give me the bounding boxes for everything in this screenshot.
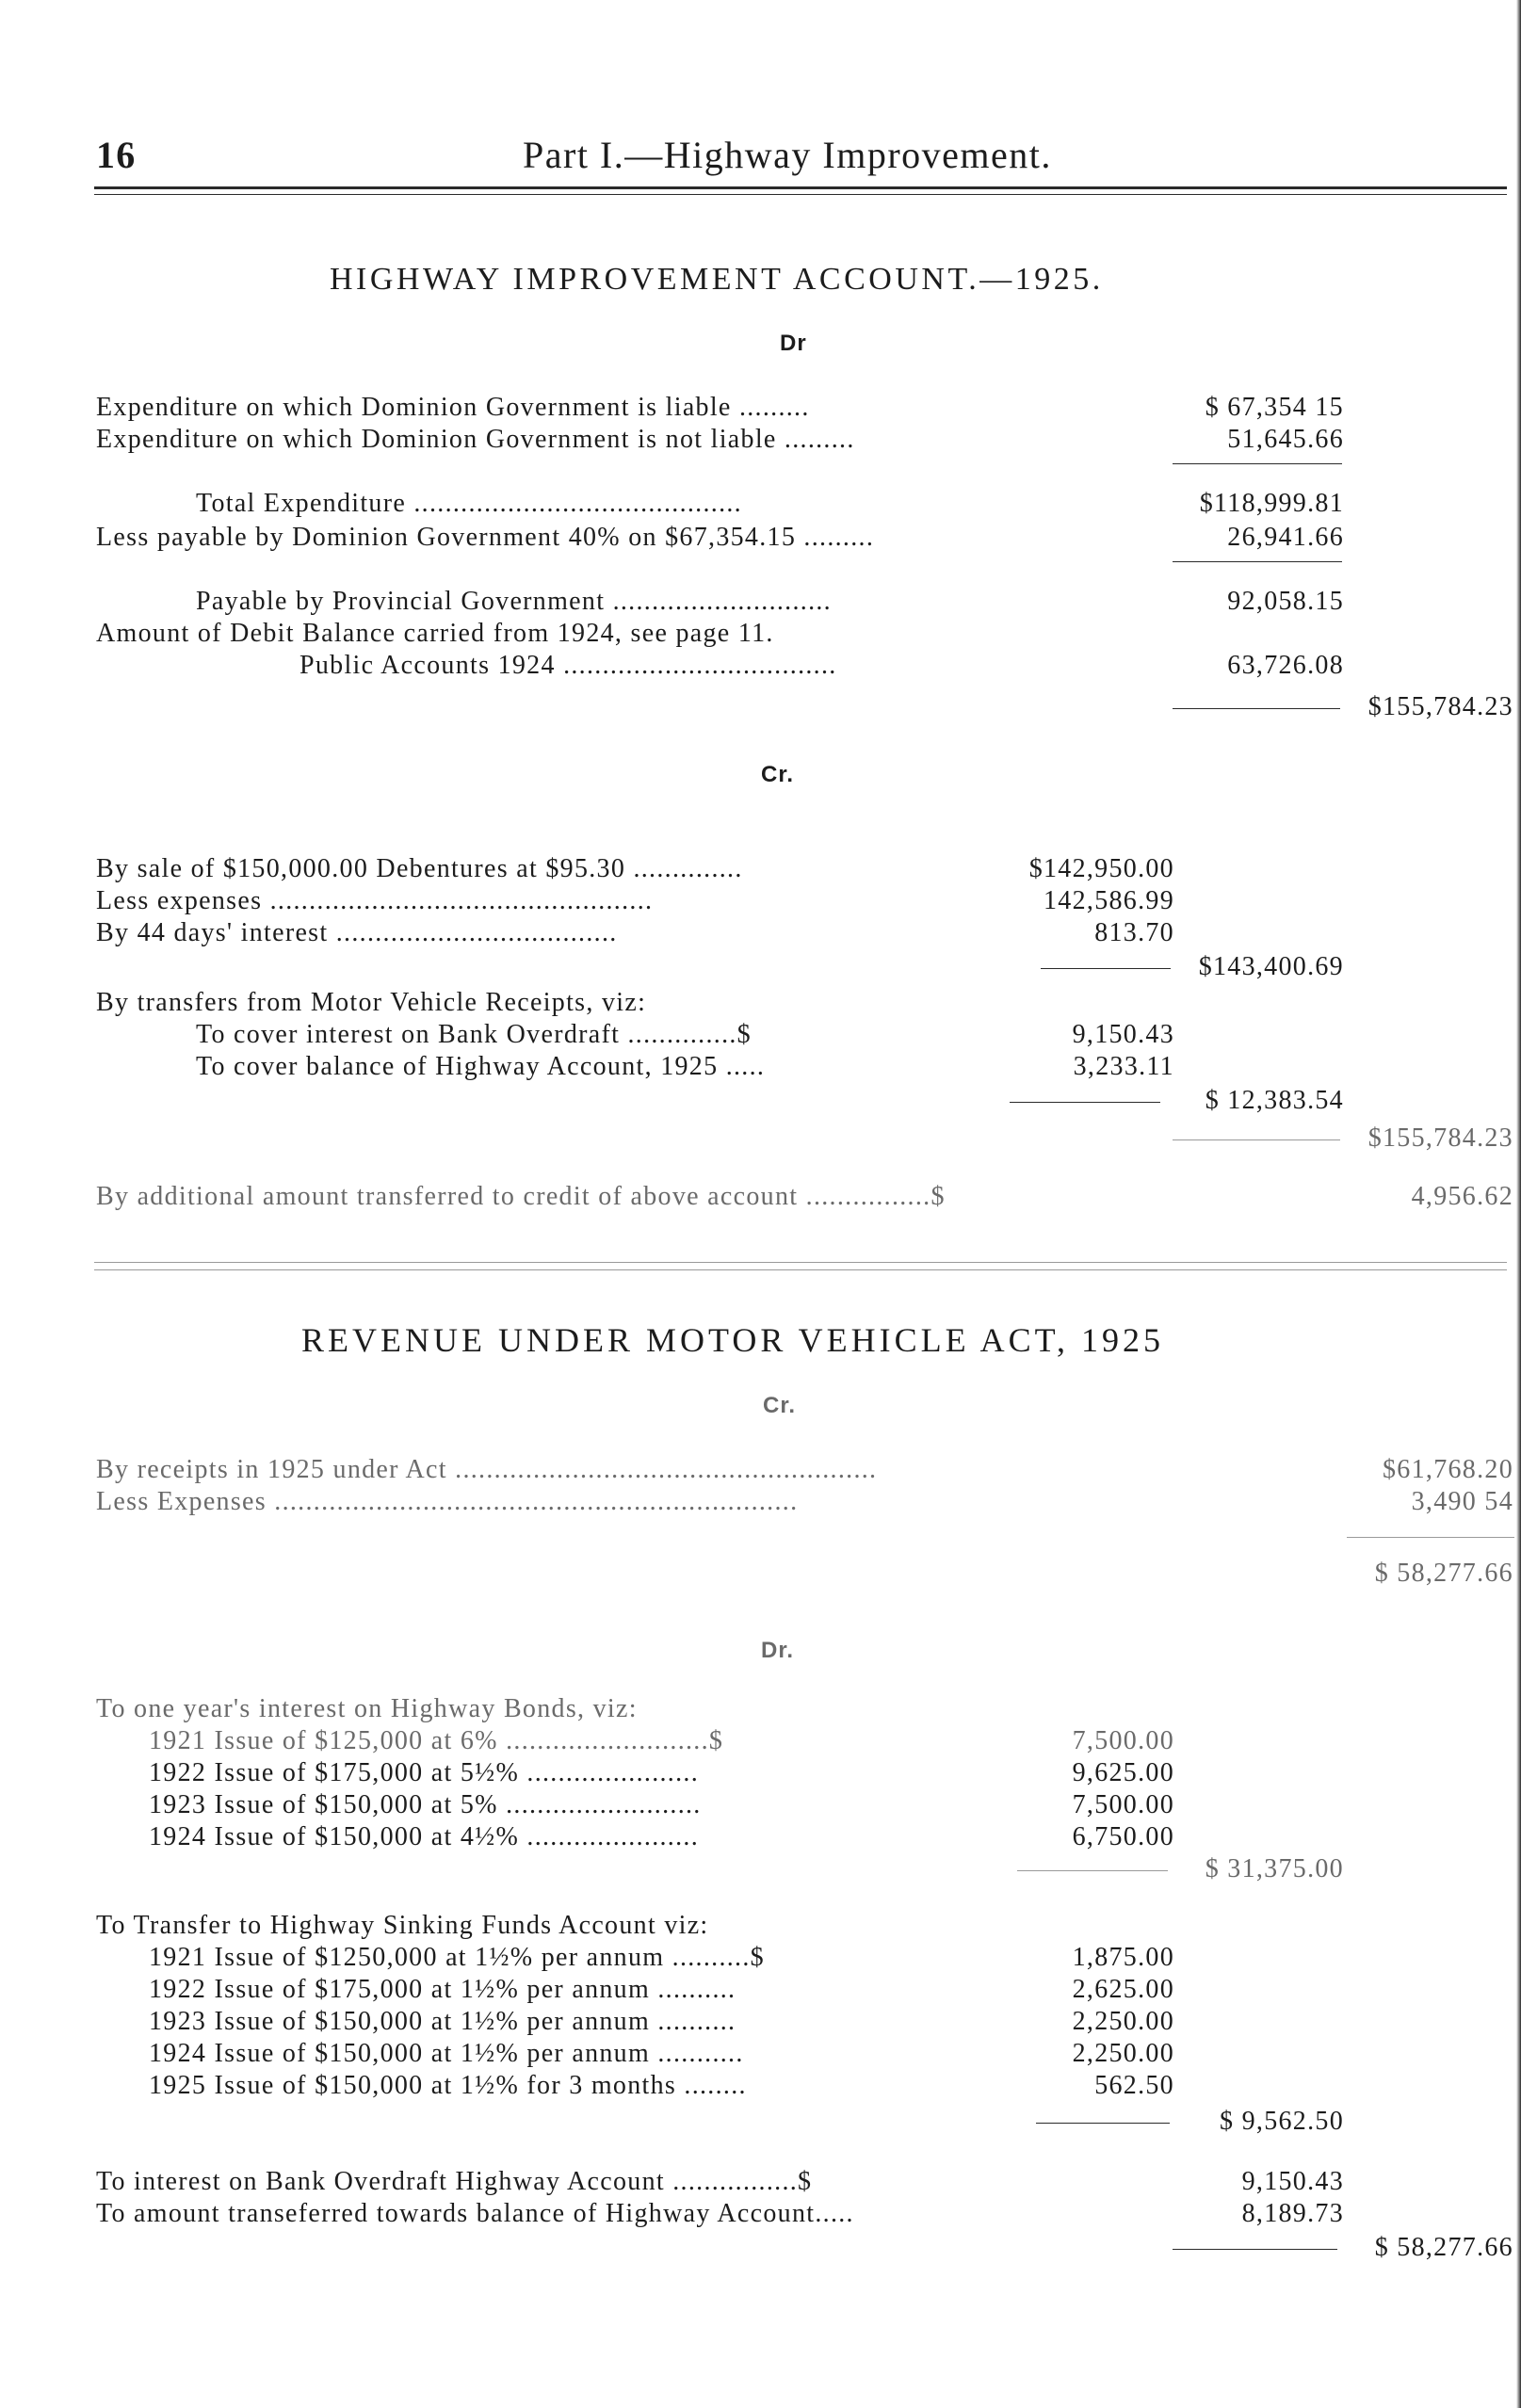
cr-line-text: To cover interest on Bank Overdraft ..............$ [196, 1020, 752, 1049]
cr-subtotal: $ 12,383.54 [1205, 1086, 1344, 1115]
motor-cr-label: Cr. [763, 1393, 797, 1418]
cr-subtotal: $143,400.69 [1198, 952, 1344, 981]
cr-line-amount: 142,586.99 [1044, 886, 1174, 915]
sinking-subtotal: $ 9,562.50 [1220, 2107, 1344, 2136]
header-rule-secondary [94, 194, 1507, 195]
dr-line-amount: 63,726.08 [1227, 651, 1344, 680]
cr-line-amount: 3,233.11 [1073, 1052, 1174, 1081]
page-number: 16 [96, 134, 137, 176]
interest-item-amount: 7,500.00 [1072, 1726, 1174, 1755]
dr-line-text: Amount of Debit Balance carried from 1924, see page 11. [96, 619, 774, 648]
final-line-amount: 9,150.43 [1241, 2167, 1344, 2196]
sinking-item-text: 1923 Issue of $150,000 at 1½% per annum .......... [149, 2007, 736, 2036]
page-edge-shadow [1516, 0, 1521, 2408]
highway-dr-label: Dr [780, 331, 807, 356]
dr-line-amount: 92,058.15 [1227, 587, 1344, 616]
rule [1173, 561, 1342, 562]
mv-cr-total: $ 58,277.66 [1374, 1559, 1513, 1588]
dr-line-amount: 51,645.66 [1227, 425, 1344, 454]
cr-line-amount: 813.70 [1094, 918, 1174, 947]
rule [1173, 708, 1340, 709]
sinking-item-amount: 2,250.00 [1072, 2039, 1174, 2068]
rule [1173, 463, 1342, 464]
final-line-text: To interest on Bank Overdraft Highway Account ................$ [96, 2167, 813, 2196]
dr-total: $155,784.23 [1367, 692, 1513, 721]
running-title: Part I.—Highway Improvement. [523, 134, 1052, 176]
interest-item-amount: 6,750.00 [1072, 1822, 1174, 1851]
mv-cr-line-amount: $61,768.20 [1383, 1455, 1513, 1484]
dr-line-text: Public Accounts 1924 ................................... [299, 651, 837, 680]
motor-vehicle-title: REVENUE UNDER MOTOR VEHICLE ACT, 1925 [301, 1321, 1164, 1359]
dr-line-text: Less payable by Dominion Government 40% on $67,354.15 ......... [96, 523, 875, 552]
rule [1173, 2249, 1337, 2250]
sinking-item-text: 1925 Issue of $150,000 at 1½% for 3 months ........ [149, 2071, 747, 2100]
cr-line-text: By transfers from Motor Vehicle Receipts, viz: [96, 988, 647, 1017]
rule [1173, 1139, 1340, 1140]
sinking-heading: To Transfer to Highway Sinking Funds Account viz: [96, 1911, 709, 1940]
sinking-item-text: 1924 Issue of $150,000 at 1½% per annum ........... [149, 2039, 744, 2068]
mv-cr-line-amount: 3,490 54 [1411, 1487, 1513, 1516]
cr-line-text: Less expenses ................................................. [96, 886, 654, 915]
rule [1041, 968, 1171, 969]
dr-line-amount: 26,941.66 [1227, 523, 1344, 552]
interest-heading: To one year's interest on Highway Bonds, viz: [96, 1694, 638, 1723]
dr-line-text: Expenditure on which Dominion Government is liable ......... [96, 393, 810, 422]
motor-dr-label: Dr. [761, 1638, 795, 1663]
interest-item-amount: 9,625.00 [1072, 1758, 1174, 1787]
interest-item-text: 1924 Issue of $150,000 at 4½% ...................... [149, 1822, 699, 1851]
dr-line-text: Total Expenditure .......................................... [196, 489, 742, 518]
mv-cr-line-text: Less Expenses ................................................................... [96, 1487, 799, 1516]
mv-dr-total: $ 58,277.66 [1374, 2233, 1513, 2262]
rule [1347, 1537, 1514, 1538]
dr-line-text: Payable by Provincial Government ............................ [196, 587, 832, 616]
interest-item-text: 1921 Issue of $125,000 at 6% ..........................$ [149, 1726, 724, 1755]
rule [1017, 1870, 1168, 1871]
header-rule [94, 186, 1507, 189]
final-line-amount: 8,189.73 [1241, 2199, 1344, 2228]
sinking-item-amount: 2,625.00 [1072, 1975, 1174, 2004]
sinking-item-text: 1921 Issue of $1250,000 at 1½% per annum ..........$ [149, 1943, 765, 1972]
cr-line-amount: $142,950.00 [1028, 854, 1174, 883]
cr-additional-amount: 4,956.62 [1411, 1182, 1513, 1211]
interest-item-text: 1923 Issue of $150,000 at 5% ......................... [149, 1790, 702, 1819]
sinking-item-amount: 2,250.00 [1072, 2007, 1174, 2036]
cr-line-text: To cover balance of Highway Account, 1925 ..... [196, 1052, 766, 1081]
dr-line-text: Expenditure on which Dominion Government is not liable ......... [96, 425, 855, 454]
interest-item-amount: 7,500.00 [1072, 1790, 1174, 1819]
mv-cr-line-text: By receipts in 1925 under Act ...................................................... [96, 1455, 878, 1484]
rule [1036, 2123, 1170, 2124]
cr-line-text: By sale of $150,000.00 Debentures at $95.30 .............. [96, 854, 743, 883]
cr-line-text: By 44 days' interest .................................... [96, 918, 618, 947]
dr-line-amount: $ 67,354 15 [1205, 393, 1344, 422]
cr-total: $155,784.23 [1367, 1123, 1513, 1153]
sinking-item-amount: 562.50 [1094, 2071, 1174, 2100]
section-divider [94, 1262, 1507, 1263]
rule [1010, 1102, 1160, 1103]
section-divider [94, 1269, 1507, 1270]
interest-item-text: 1922 Issue of $175,000 at 5½% ...................... [149, 1758, 699, 1787]
sinking-item-text: 1922 Issue of $175,000 at 1½% per annum .......... [149, 1975, 736, 2004]
cr-line-amount: 9,150.43 [1072, 1020, 1174, 1049]
final-line-text: To amount transeferred towards balance of Highway Account..... [96, 2199, 854, 2228]
highway-account-title: HIGHWAY IMPROVEMENT ACCOUNT.—1925. [330, 262, 1104, 297]
dr-line-amount: $118,999.81 [1199, 489, 1344, 518]
sinking-item-amount: 1,875.00 [1072, 1943, 1174, 1972]
interest-subtotal: $ 31,375.00 [1205, 1854, 1344, 1883]
highway-cr-label: Cr. [761, 762, 795, 787]
cr-additional-text: By additional amount transferred to credit of above account ................$ [96, 1182, 946, 1211]
